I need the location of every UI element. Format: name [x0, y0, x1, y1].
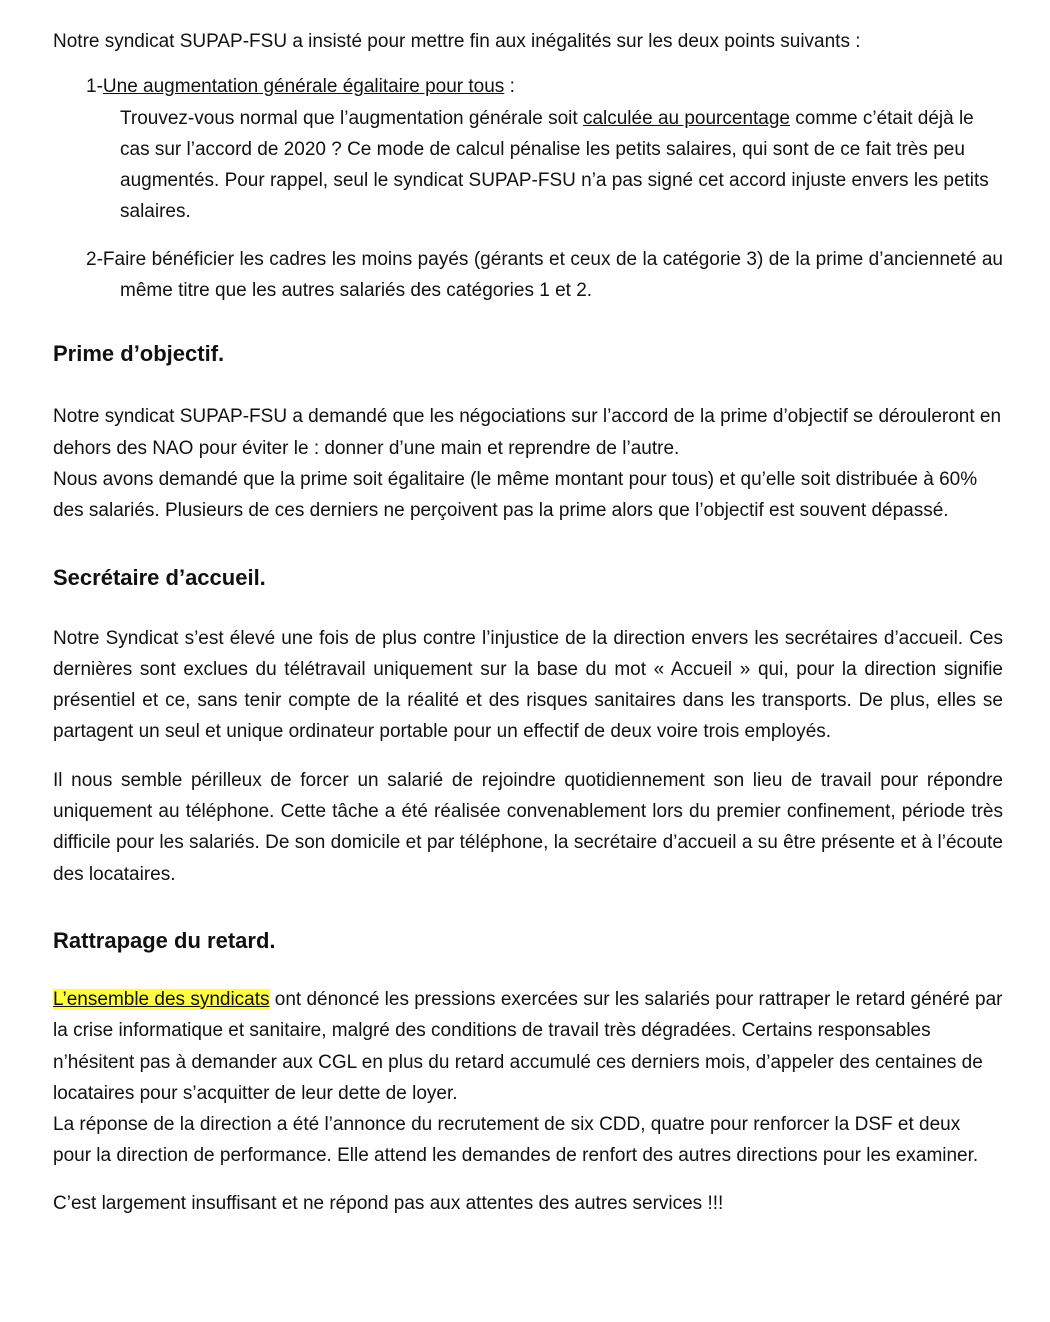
rattrapage-paragraph-1	[53, 984, 1003, 1109]
prime-paragraph-1: Notre syndicat SUPAP-FSU a demandé que les négociations sur l’accord de la prime d’objectif se dérouleront en dehors des NAO pour éviter le : donner d’une main et reprendre de l’autre.	[53, 406, 1002, 459]
intro-paragraph: Notre syndicat SUPAP-FSU a insisté pour mettre fin aux inégalités sur les deux points suivants :	[53, 31, 861, 52]
list-item-1	[53, 71, 1003, 102]
list-item-1-number: 1-	[86, 76, 103, 98]
heading-rattrapage-retard: Rattrapage du retard.	[53, 927, 276, 953]
rattrapage-paragraph-2: La réponse de la direction a été l’annonce du recrutement de six CDD, quatre pour renforcer la DSF et deux pour la direction de performance. Elle attend les demandes de renfort des autres directions pour les examiner.	[53, 1114, 979, 1167]
list-item-1-body	[53, 103, 1003, 228]
secretaire-paragraph-1: Notre Syndicat s’est élevé une fois de plus contre l’injustice de la direction envers les secrétaires d’accueil. Ces dernières sont exclues du télétravail uniquement sur la base du mot « Accueil » qui, pour la direction signifie présentiel et ce, sans tenir compte de la réalité et des risques sanitaires dans les transports. De plus, elles se partagent un seul et unique ordinateur portable pour un effectif de deux voire trois employés.	[53, 627, 1003, 743]
list-item-1-body-before: Trouvez-vous normal que l’augmentation générale soit	[120, 107, 583, 129]
list-item-1-title-suffix: :	[504, 76, 515, 98]
list-item-1-title: Une augmentation générale égalitaire pour tous	[102, 76, 505, 98]
heading-secretaire-accueil: Secrétaire d’accueil.	[53, 564, 266, 590]
rattrapage-paragraph-1-rest: ont dénoncé les pressions exercées sur les salariés pour rattraper le retard généré par la crise informatique et sanitaire, malgré des conditions de travail très dégradées. Certains responsables n’hésitent pas à demander aux CGL en plus du retard accumulé ces derniers mois, d’appeler des centaines de locataires pour s’acquitter de leur dette de loyer.	[53, 988, 1003, 1104]
highlighted-text: L’ensemble des syndicats	[53, 988, 270, 1010]
list-item-2-number: 2-	[86, 248, 103, 270]
heading-prime-objectif: Prime d’objectif.	[53, 341, 225, 367]
list-item-2	[53, 244, 1003, 307]
document-page	[53, 26, 1003, 1219]
list-item-1-body-underlined: calculée au pourcentage	[582, 107, 790, 129]
secretaire-paragraph-2: Il nous semble périlleux de forcer un salarié de rejoindre quotidiennement son lieu de travail pour répondre uniquement au téléphone. Cette tâche a été réalisée convenablement lors du premier confinement, période très difficile pour les salariés. De son domicile et par téléphone, la secrétaire d’accueil a su être présente et à l’écoute des locataires.	[53, 769, 1003, 885]
list-item-1-body-after: comme c’était déjà le cas sur l’accord de 2020 ? Ce mode de calcul pénalise les petits salaires, qui sont de ce fait très peu augmentés. Pour rappel, seul le syndicat SUPAP-FSU n’a pas signé cet accord injuste envers les petits salaires.	[120, 107, 989, 223]
list-item-2-text: Faire bénéficier les cadres les moins payés (gérants et ceux de la catégorie 3) de la prime d’ancienneté au même titre que les autres salariés des catégories 1 et 2.	[102, 248, 1003, 302]
prime-paragraph-2: Nous avons demandé que la prime soit égalitaire (le même montant pour tous) et qu’elle soit distribuée à 60% des salariés. Plusieurs de ces derniers ne perçoivent pas la prime alors que l’objectif est souvent dépassé.	[53, 468, 978, 522]
final-statement: C’est largement insuffisant et ne répond pas aux attentes des autres services !!!	[53, 1192, 724, 1214]
